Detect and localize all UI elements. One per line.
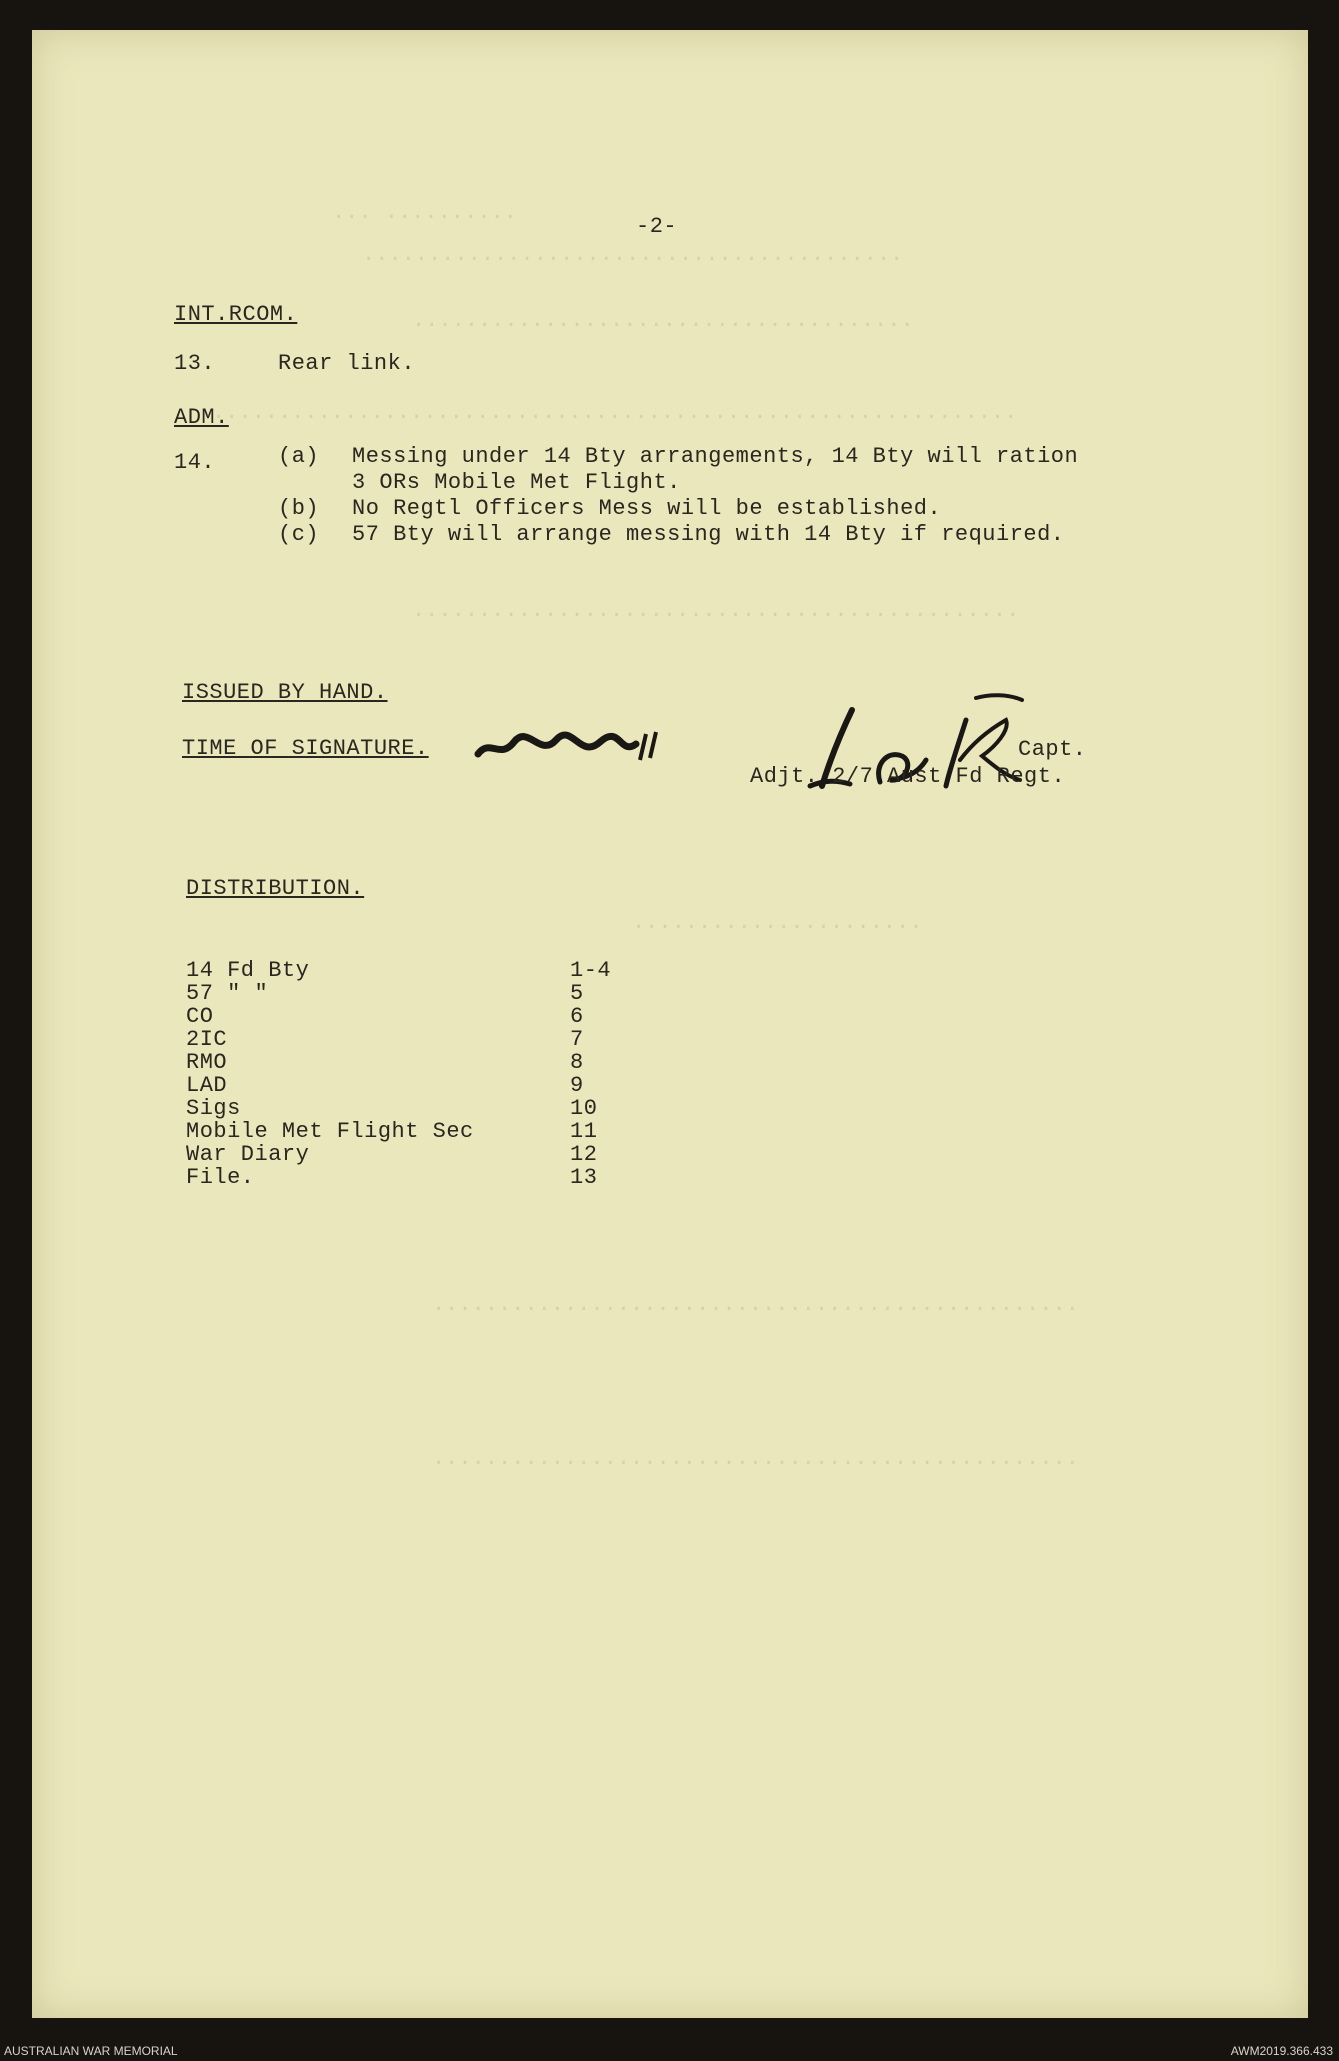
item-14-b-label: (b) (278, 496, 320, 521)
page-number: -2- (636, 214, 678, 239)
signatory-rank: Capt. (1018, 737, 1087, 762)
distribution-row-copy: 8 (570, 1050, 584, 1075)
time-of-signature-label: TIME OF SIGNATURE. (182, 736, 429, 761)
distribution-row-name: CO (186, 1004, 214, 1029)
distribution-row-copy: 7 (570, 1027, 584, 1052)
distribution-row-copy: 1-4 (570, 958, 612, 983)
distribution-row-name: File. (186, 1165, 255, 1190)
section-heading-intercom: INT.RCOM. (174, 302, 298, 327)
item-14-c-label: (c) (278, 522, 320, 547)
item-14-a-label: (a) (278, 444, 320, 469)
distribution-row-copy: 11 (570, 1119, 598, 1144)
bleed-through-text: .......... ... (332, 200, 517, 225)
bleed-through-text: ...................................... (412, 308, 914, 333)
footer-accession-number: AWM2019.366.433 (1230, 2044, 1333, 2058)
distribution-row-name: 14 Fd Bty (186, 958, 310, 983)
issued-by-hand: ISSUED BY HAND. (182, 680, 388, 705)
bleed-through-text: .............................................. (412, 598, 1020, 623)
bleed-through-text: ............................................................. (212, 400, 1018, 425)
distribution-row-copy: 10 (570, 1096, 598, 1121)
item-number-13: 13. (174, 351, 216, 376)
distribution-row-name: RMO (186, 1050, 228, 1075)
distribution-heading: DISTRIBUTION. (186, 876, 365, 901)
handwritten-time (470, 720, 670, 770)
signatory-appointment: Adjt. 2/7 Aust Fd Regt. (750, 764, 1066, 789)
bleed-through-text: ................................................. (432, 1292, 1079, 1317)
distribution-row-copy: 12 (570, 1142, 598, 1167)
section-heading-adm: ADM. (174, 405, 229, 430)
item-number-14: 14. (174, 450, 216, 475)
distribution-row-copy: 6 (570, 1004, 584, 1029)
bleed-through-text: ......................................... (362, 242, 904, 267)
distribution-row-name: Sigs (186, 1096, 241, 1121)
bleed-through-text: ................................................. (432, 1446, 1079, 1471)
document-page (32, 30, 1308, 2018)
item-14-b-text: No Regtl Officers Mess will be established. (352, 496, 942, 521)
distribution-row-copy: 13 (570, 1165, 598, 1190)
distribution-row-name: 2IC (186, 1027, 228, 1052)
distribution-row-name: War Diary (186, 1142, 310, 1167)
distribution-row-name: 57 " " (186, 981, 269, 1006)
distribution-row-copy: 9 (570, 1073, 584, 1098)
bleed-through-text: ...................... (632, 910, 923, 935)
footer-institution: AUSTRALIAN WAR MEMORIAL (4, 2044, 178, 2058)
item-13-text: Rear link. (278, 351, 416, 376)
distribution-row-copy: 5 (570, 981, 584, 1006)
item-14-a-continuation: 3 ORs Mobile Met Flight. (352, 470, 681, 495)
distribution-row-name: LAD (186, 1073, 228, 1098)
item-14-c-text: 57 Bty will arrange messing with 14 Bty if required. (352, 522, 1065, 547)
distribution-row-name: Mobile Met Flight Sec (186, 1119, 474, 1144)
item-14-a-text: Messing under 14 Bty arrangements, 14 Bty will ration (352, 444, 1079, 469)
